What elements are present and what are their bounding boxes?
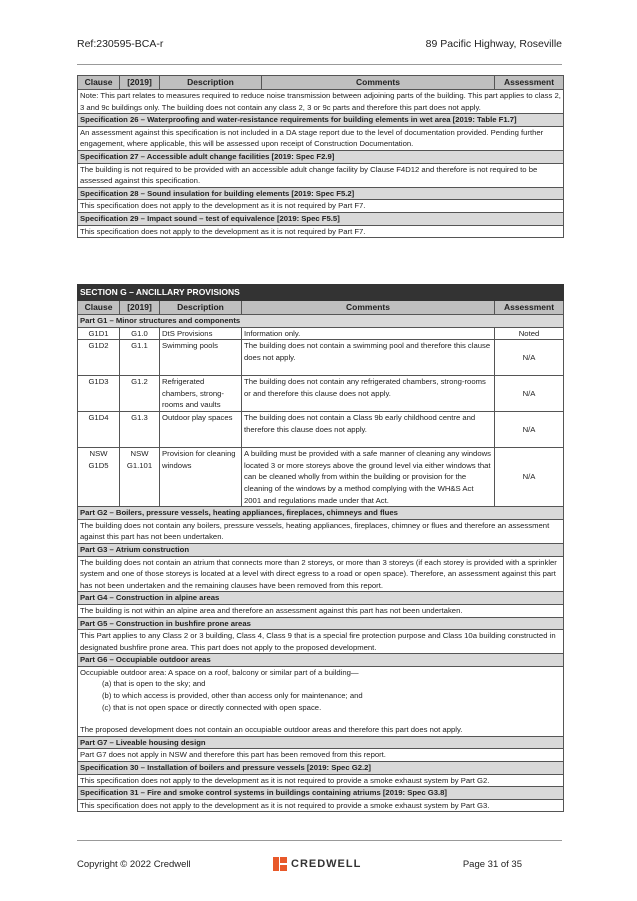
col-assessment: Assessment: [495, 301, 564, 315]
col-clause: Clause: [78, 76, 120, 90]
spec29-text: This specification does not apply to the development as it is not required by Part F7.: [78, 225, 564, 238]
table-header-row: [78, 76, 564, 90]
part-g3-text: The building does not contain an atrium that connects more than 2 storeys, or more than 3 storeys (if each storey is provided with a sprinkler system and one of those storeys is located at a level with direct egress to a road or open space). Therefore, an assessment against this part has not been undertaken and the remaining clauses have been removed from this report.: [78, 556, 564, 592]
g6-intro: Occupiable outdoor area: A space on a roof, balcony or similar part of a building—: [80, 667, 359, 677]
page-number: Page 31 of 35: [462, 859, 522, 870]
page-footer: [77, 856, 562, 876]
site-address: 89 Pacific Highway, Roseville: [425, 38, 562, 50]
credwell-logo-icon: [273, 857, 287, 871]
col-description: Description: [160, 301, 242, 315]
spec27-title: Specification 27 – Accessible adult change facilities [2019: Spec F2.9]: [78, 150, 564, 163]
section-g-title: SECTION G – ANCILLARY PROVISIONS: [78, 285, 564, 301]
part-g4-title: Part G4 – Construction in alpine areas: [78, 592, 564, 605]
col-year: [2019]: [120, 301, 160, 315]
col-assessment: Assessment: [495, 76, 564, 90]
col-clause: Clause: [78, 301, 120, 315]
page-header: [77, 38, 562, 54]
col-comments: Comments: [262, 76, 495, 90]
g6-conclusion: The proposed development does not contain an occupiable outdoor areas and therefore this part does not apply.: [80, 725, 463, 735]
top-assessment-table: [77, 75, 564, 238]
report-reference: Ref:230595-BCA-r: [77, 38, 164, 50]
footer-divider: [77, 840, 562, 841]
spec31-title: Specification 31 – Fire and smoke control systems in buildings containing atriums [2019: Spec G3.8]: [78, 787, 564, 800]
g6-item-a: (a) that is open to the sky; and: [102, 679, 206, 689]
table-row: NSW G1D5 NSW G1.101 Provision for cleaning windows A building must be provided with a safe manner of cleaning any windows located 3 or more storeys above the ground level via either windows that can be cleaned wholly from within the building or provision for the cleaning of the windows by a method complying with the WH&S Act 2001 and regulations made under that Act. N/A: [78, 448, 564, 507]
part-g4-text: The building is not within an alpine area and therefore an assessment against this part has not been undertaken.: [78, 604, 564, 617]
col-comments: Comments: [242, 301, 495, 315]
part-g2-title: Part G2 – Boilers, pressure vessels, heating appliances, fireplaces, chimneys and flues: [78, 507, 564, 520]
table-row: G1D2 G1.1 Swimming pools The building does not contain a swimming pool and therefore this clause does not apply. N/A: [78, 340, 564, 376]
spec30-text: This specification does not apply to the development as it is not required to provide a smoke exhaust system by Part G2.: [78, 774, 564, 787]
table-row: G1D4 G1.3 Outdoor play spaces The building does not contain a Class 9b early childhood centre and therefore this clause does not apply. N/A: [78, 412, 564, 448]
noise-note: Note: This part relates to measures required to reduce noise transmission between adjoining parts of the building. This part applies to class 2, 3 and 9c buildings only. The building does not contain any class 2, 3 or 9c parts and therefore this part does not apply.: [78, 90, 564, 114]
credwell-logo: [273, 856, 361, 872]
part-g5-title: Part G5 – Construction in bushfire prone areas: [78, 617, 564, 630]
table-header-row: [78, 301, 564, 315]
credwell-logo-text: CREDWELL: [291, 858, 362, 870]
header-divider: [77, 64, 562, 65]
spec28-text: This specification does not apply to the development as it is not required by Part F7.: [78, 200, 564, 213]
part-g3-title: Part G3 – Atrium construction: [78, 543, 564, 556]
spec27-text: The building is not required to be provided with an accessible adult change facility by Clause F4D12 and therefore is not required to be assessed against this specification.: [78, 163, 564, 187]
spec26-title: Specification 26 – Waterproofing and water-resistance requirements for building elements in wet area [2019: Table F1.7]: [78, 114, 564, 127]
spec26-text: An assessment against this specification is not included in a DA stage report due to the level of documentation provided. Pending further engagement, where applicable, this will be assessed upon receipt of Construction Documentation.: [78, 126, 564, 150]
col-year: [2019]: [120, 76, 160, 90]
spec31-text: This specification does not apply to the development as it is not required to provide a smoke exhaust system by Part G3.: [78, 799, 564, 812]
section-g-table: [77, 284, 564, 812]
spec30-title: Specification 30 – Installation of boilers and pressure vessels [2019: Spec G2.2]: [78, 762, 564, 775]
table-row: G1D1 G1.0 DtS Provisions Information only. Noted: [78, 327, 564, 340]
copyright-text: Copyright © 2022 Credwell: [77, 859, 191, 870]
part-g7-title: Part G7 – Liveable housing design: [78, 736, 564, 749]
g6-item-b: (b) to which access is provided, other than access only for maintenance; and: [102, 691, 363, 701]
part-g6-title: Part G6 – Occupiable outdoor areas: [78, 654, 564, 667]
spec28-title: Specification 28 – Sound insulation for building elements [2019: Spec F5.2]: [78, 187, 564, 200]
part-g7-text: Part G7 does not apply in NSW and therefore this part has been removed from this report.: [78, 749, 564, 762]
g6-item-c: (c) that is not open space or directly connected with open space.: [102, 702, 322, 712]
table-row: G1D3 G1.2 Refrigerated chambers, strong-rooms and vaults The building does not contain any refrigerated chambers, strong-rooms or and therefore this clause does not apply. N/A: [78, 376, 564, 412]
part-g6-body: [78, 666, 564, 736]
col-description: Description: [160, 76, 262, 90]
part-g2-text: The building does not contain any boilers, pressure vessels, heating appliances, fireplaces, chimney or flues and therefore an assessment against this part has not been undertaken.: [78, 519, 564, 543]
spec29-title: Specification 29 – Impact sound – test of equivalence [2019: Spec F5.5]: [78, 212, 564, 225]
part-g5-text: This Part applies to any Class 2 or 3 building, Class 4, Class 9 that is a special fire protection purpose and Class 10a building constructed in designated bushfire prone area. This part does not apply to the proposed development.: [78, 630, 564, 654]
part-g1-title: Part G1 – Minor structures and components: [78, 315, 564, 328]
